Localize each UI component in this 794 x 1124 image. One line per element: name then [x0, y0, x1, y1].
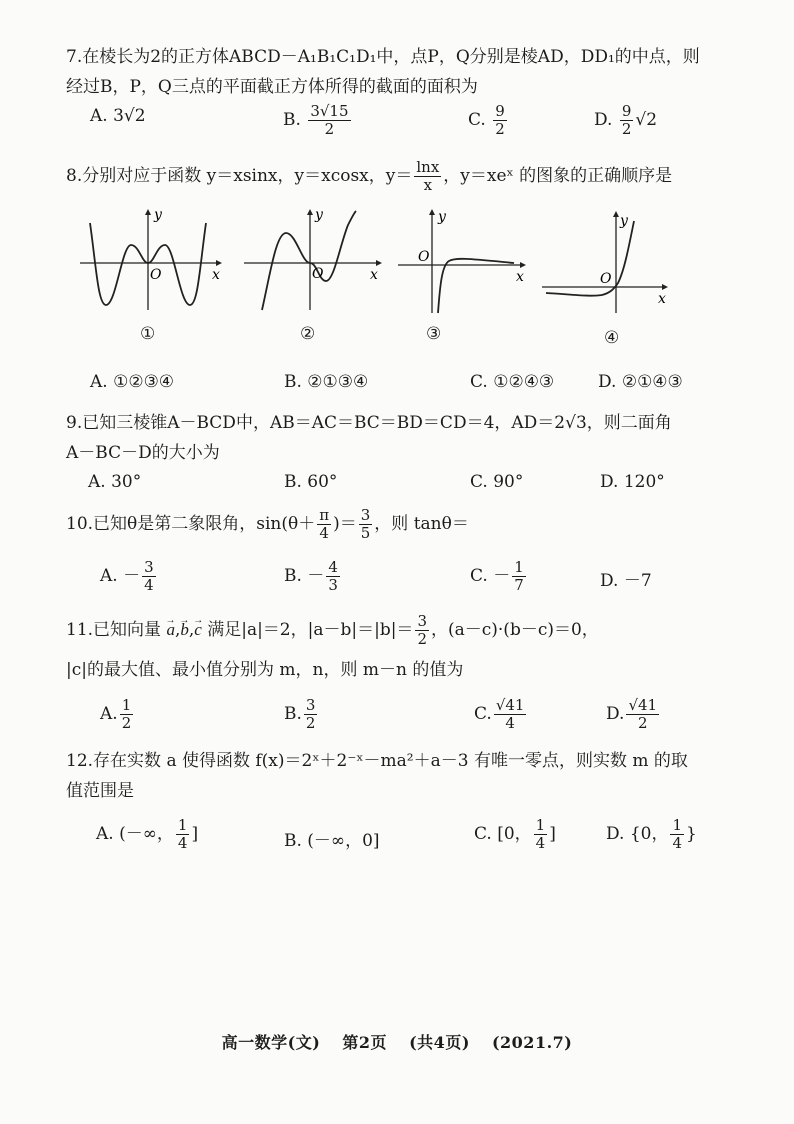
fraction-numerator: √41 — [495, 696, 525, 714]
vector-b: → b — [180, 615, 189, 645]
q11-option-d-label: D. — [606, 704, 625, 724]
graph-2-y-arrow — [307, 209, 313, 215]
q10-option-b — [284, 560, 342, 593]
fraction-numerator: 1 — [672, 816, 683, 834]
q10-option-c-fraction — [512, 560, 526, 593]
q10-option-c-label: C. － — [470, 566, 511, 586]
question-7-line-1: 7.在棱长为2的正方体ABCD－A₁B₁C₁D₁中，点P，Q分别是棱AD，DD₁的中点，则 — [66, 47, 700, 67]
q11-option-c-fraction — [494, 698, 527, 731]
graph-3-label: ③ — [426, 324, 442, 344]
fraction-denominator: x — [423, 176, 433, 194]
q7-option-d-label: D. — [594, 110, 613, 130]
graph-3-x-label: x — [516, 269, 524, 285]
q9-option-d: D. 120° — [600, 472, 665, 492]
graph-2-curve — [262, 211, 356, 310]
q9-option-c: C. 90° — [470, 472, 524, 492]
q7-option-c-fraction — [493, 104, 507, 137]
q11-option-c-label: C. — [474, 704, 492, 724]
question-7-line-2: 经过B，P，Q三点的平面截正方体所得的截面的面积为 — [66, 77, 478, 97]
q10-option-b-fraction — [326, 560, 340, 593]
fraction-denominator: 2 — [417, 630, 427, 648]
question-7 — [66, 42, 726, 102]
question-9 — [66, 408, 726, 468]
q12-option-a-suffix: ] — [191, 824, 199, 844]
fraction-denominator: 4 — [535, 834, 546, 852]
q12-option-a-fraction — [176, 818, 190, 851]
q11-option-a-fraction — [120, 698, 134, 731]
q12-option-b: B. (－∞，0] — [284, 831, 380, 851]
q10-value-fraction — [359, 508, 373, 541]
fraction-denominator: 4 — [177, 834, 188, 852]
graph-2-x-label: x — [370, 267, 378, 283]
fraction-denominator: 2 — [324, 120, 335, 138]
question-11-line-1: 11.已知向量 → a,→ b,→ c 满足|a|＝2，|a－b|＝|b|＝ $\frac{3}{2}$ ，(a－c)·(b－c)＝0， — [66, 614, 726, 647]
question-11-line-2: |c|的最大值、最小值分别为 m，n，则 m－n 的值为 — [66, 660, 464, 680]
q11-option-d-fraction — [626, 698, 659, 731]
q10-option-a-fraction — [142, 560, 156, 593]
question-11 — [66, 614, 726, 685]
question-10 — [66, 508, 726, 541]
graph-2-origin: O — [312, 266, 324, 282]
q7-option-b-label: B. — [283, 110, 301, 130]
q7-option-b — [283, 104, 353, 137]
q11-option-a — [100, 698, 135, 731]
q11-option-b-fraction — [304, 698, 318, 731]
question-10-text-a: 10.已知θ是第二象限角，sin(θ＋ — [66, 514, 316, 534]
question-9-line-2: A－BC－D的大小为 — [66, 443, 220, 463]
graph-1-y-arrow — [145, 209, 151, 215]
q9-option-b: B. 60° — [284, 472, 338, 492]
q10-option-a — [100, 560, 158, 593]
q11-option-d — [606, 698, 661, 731]
question-11-text-a: 11.已知向量 — [66, 620, 162, 640]
q10-option-c — [470, 560, 528, 593]
question-10-text-b: )＝ — [333, 514, 357, 534]
graph-1-y-label: y — [154, 207, 162, 223]
graph-4 — [538, 205, 678, 315]
graph-3-curve — [438, 259, 514, 313]
fraction-numerator: 3 — [417, 612, 427, 630]
vector-a: → a — [166, 615, 175, 645]
q7-option-d-fraction — [620, 104, 634, 137]
q12-option-c-fraction — [534, 818, 548, 851]
vector-c: → c — [194, 615, 202, 645]
graph-1-label: ① — [140, 324, 156, 344]
q11-option-a-label: A. — [100, 704, 118, 724]
graph-2 — [240, 205, 390, 315]
graph-2-label: ② — [300, 324, 316, 344]
footer-total-pages: (共4页) — [409, 1033, 470, 1052]
fraction-denominator: 7 — [514, 576, 524, 594]
fraction-denominator: 4 — [672, 834, 683, 852]
fraction-denominator: 2 — [637, 714, 648, 732]
q8-option-d: D. ②①④③ — [598, 372, 683, 392]
fraction-numerator: 1 — [535, 816, 546, 834]
footer-date: (2021.7) — [491, 1033, 573, 1052]
q12-option-d — [606, 818, 697, 851]
graph-4-x-arrow — [662, 284, 668, 290]
question-8-text-a: 8.分别对应于函数 y＝xsinx，y＝xcosx，y＝ — [66, 166, 413, 186]
graph-3-x-arrow — [520, 262, 526, 268]
graph-4-label: ④ — [604, 328, 620, 348]
fraction-numerator: √41 — [628, 696, 658, 714]
q8-option-c: C. ①②④③ — [470, 372, 555, 392]
fraction-denominator: 5 — [360, 524, 371, 542]
question-8-text-b: ，y＝xeˣ 的图象的正确顺序是 — [443, 166, 673, 186]
fraction-denominator: 4 — [505, 714, 515, 732]
q7-option-b-fraction — [308, 104, 350, 137]
q12-option-c-label: C. [0， — [474, 824, 532, 844]
fraction-numerator: 3 — [305, 696, 316, 714]
question-11-text-c: ，(a－c)·(b－c)＝0， — [430, 620, 599, 640]
fraction-numerator: 4 — [328, 558, 338, 576]
fraction-denominator: 4 — [144, 576, 154, 594]
fraction-numerator: π — [319, 506, 330, 524]
q12-option-c — [474, 818, 556, 851]
page-footer — [0, 1030, 794, 1053]
question-10-text-c: ，则 tanθ＝ — [374, 514, 469, 534]
q10-option-b-label: B. － — [284, 566, 325, 586]
q7-option-a: A. 3√2 — [90, 106, 146, 126]
graph-3-origin: O — [418, 249, 430, 265]
fraction-numerator: 9 — [495, 102, 505, 120]
question-12-line-1: 12.存在实数 a 使得函数 f(x)＝2ˣ＋2⁻ˣ－ma²＋a－3 有唯一零点，则实数 m 的取 — [66, 751, 688, 771]
q7-option-d-suffix: √2 — [635, 110, 658, 130]
q8-ln-fraction — [414, 160, 441, 193]
graph-1-x-label: x — [212, 267, 220, 283]
fraction-numerator: 1 — [177, 816, 188, 834]
q9-option-a: A. 30° — [88, 472, 142, 492]
fraction-denominator: 2 — [621, 120, 632, 138]
q8-option-a: A. ①②③④ — [90, 372, 175, 392]
q10-option-a-label: A. － — [100, 566, 141, 586]
q12-option-d-fraction — [670, 818, 684, 851]
graph-1-origin: O — [150, 267, 162, 283]
q11-fraction — [415, 614, 429, 647]
question-11-text-b: 满足|a|＝2，|a－b|＝|b|＝ — [207, 620, 414, 640]
q7-option-c — [468, 104, 509, 137]
q7-option-c-label: C. — [468, 110, 486, 130]
graph-4-y-arrow — [613, 211, 619, 217]
q11-option-b-label: B. — [284, 704, 302, 724]
graph-4-origin: O — [600, 271, 612, 287]
graph-4-curve — [546, 221, 634, 296]
fraction-numerator: 3√15 — [310, 102, 349, 120]
q10-pi-fraction — [317, 508, 331, 541]
graph-3 — [394, 205, 534, 315]
question-12 — [66, 746, 726, 806]
q12-option-d-suffix: } — [686, 824, 697, 844]
fraction-denominator: 3 — [328, 576, 338, 594]
fraction-numerator: 3 — [144, 558, 154, 576]
fraction-numerator: 3 — [360, 506, 371, 524]
question-8 — [66, 160, 726, 193]
fraction-denominator: 4 — [319, 524, 329, 542]
q11-option-c — [474, 698, 528, 731]
question-8-line-1 — [66, 160, 726, 193]
question-10-line-1 — [66, 508, 726, 541]
fraction-numerator: lnx — [416, 158, 440, 176]
graph-1-x-arrow — [216, 260, 222, 266]
q11-option-b — [284, 698, 319, 731]
graph-4-x-label: x — [658, 291, 666, 307]
graph-3-y-label: y — [438, 209, 446, 225]
fraction-numerator: 1 — [514, 558, 524, 576]
q12-option-c-suffix: ] — [549, 824, 556, 844]
graph-2-y-label: y — [315, 207, 323, 223]
graph-1 — [76, 205, 226, 315]
fraction-denominator: 2 — [305, 714, 316, 732]
footer-page-number: 第2页 — [342, 1033, 388, 1052]
graph-3-y-arrow — [429, 209, 435, 215]
q12-option-a-label: A. (－∞， — [96, 824, 174, 844]
graph-2-x-arrow — [376, 260, 382, 266]
q7-option-d — [594, 104, 657, 137]
q12-option-a — [96, 818, 198, 851]
question-12-line-2: 值范围是 — [66, 781, 134, 801]
fraction-denominator: 2 — [495, 120, 505, 138]
q10-option-d: D. －7 — [600, 571, 652, 591]
question-9-line-1: 9.已知三棱锥A－BCD中，AB＝AC＝BC＝BD＝CD＝4，AD＝2√3，则二面角 — [66, 413, 672, 433]
q12-option-d-label: D. {0， — [606, 824, 669, 844]
graph-4-y-label: y — [620, 213, 628, 229]
q8-option-b: B. ②①③④ — [284, 372, 369, 392]
fraction-denominator: 2 — [121, 714, 132, 732]
footer-subject: 高一数学(文) — [221, 1033, 321, 1052]
fraction-numerator: 1 — [121, 696, 132, 714]
fraction-numerator: 9 — [621, 102, 632, 120]
